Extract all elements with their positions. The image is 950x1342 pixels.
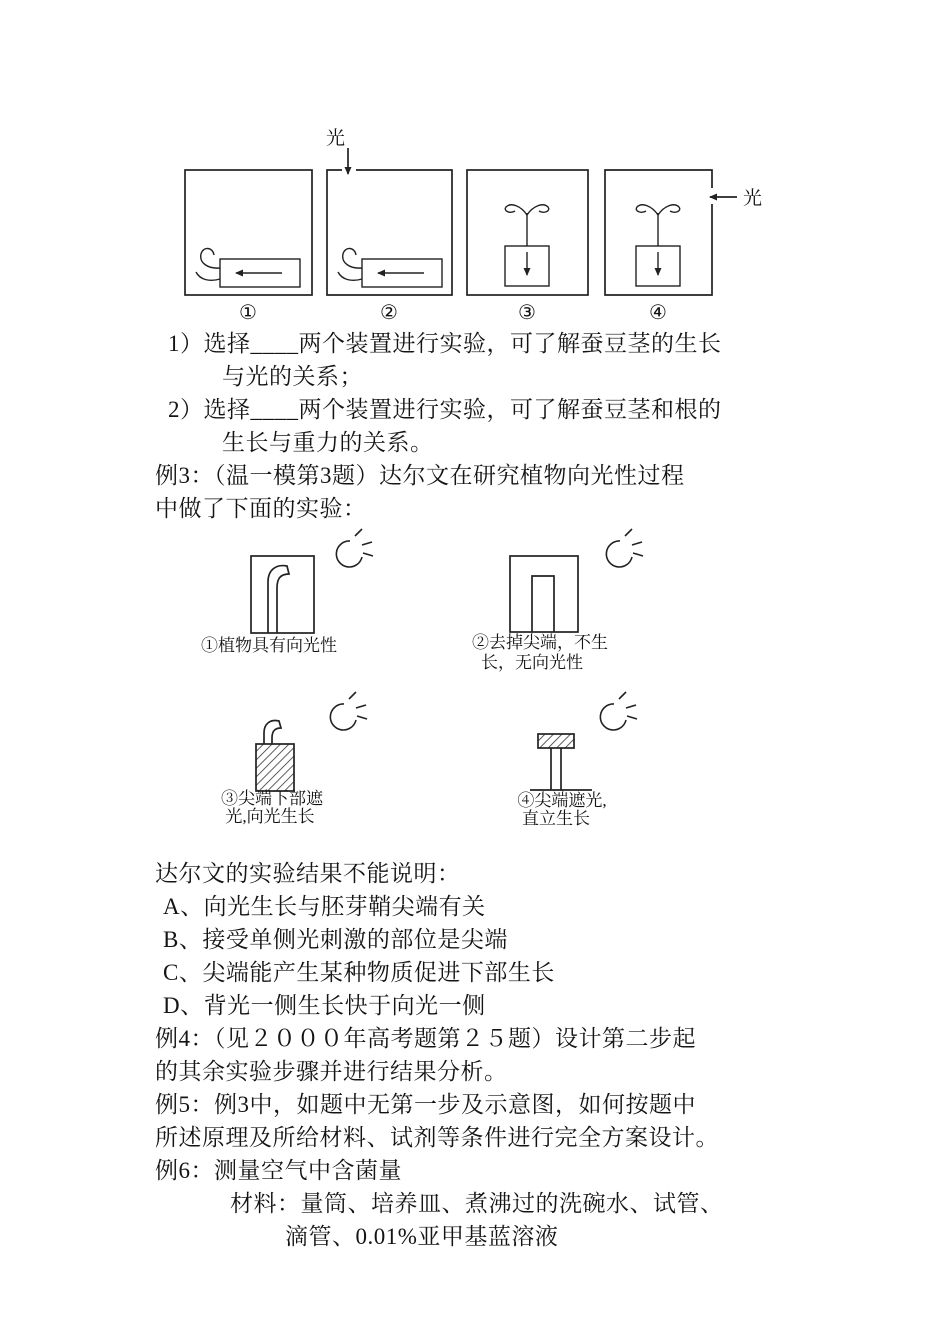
question-1-line-1: 1）选择____两个装置进行实验，可了解蚕豆茎的生长 <box>168 331 722 356</box>
sun-icon <box>606 529 643 567</box>
example-3-line-2: 中做了下面的实验： <box>155 496 367 521</box>
exp2-caption-line1: ②去掉尖端，不生 <box>472 633 608 652</box>
sun-icon <box>336 529 373 567</box>
potted-seedling <box>636 205 680 286</box>
exp1-caption: ①植物具有向光性 <box>201 636 337 655</box>
exp3-shade-cover <box>256 744 294 791</box>
example-4-line-1: 例4：（见２０００年高考题第２５题）设计第二步起 <box>155 1026 696 1051</box>
figure-darwin <box>190 520 660 845</box>
materials-line-2: 滴管、0.01%亚甲基蓝溶液 <box>285 1224 559 1249</box>
darwin-drawings <box>251 556 592 791</box>
box-1-outline <box>185 170 312 295</box>
example-6-title: 例6：测量空气中含菌量 <box>155 1158 402 1183</box>
germinating-seed-tray <box>196 248 300 287</box>
exp1-box-outline <box>251 556 314 633</box>
example-5-line-2: 所述原理及所给材料、试剂等条件进行完全方案设计。 <box>155 1125 719 1150</box>
box-2-outline <box>327 170 452 295</box>
example-4-line-2: 的其余实验步骤并进行结果分析。 <box>155 1059 508 1084</box>
option-a: A、向光生长与胚芽鞘尖端有关 <box>163 894 486 919</box>
question-2-line-2: 生长与重力的关系。 <box>222 430 434 455</box>
sun-icon <box>330 692 367 730</box>
sun-icon <box>600 692 637 730</box>
apparatus-drawings <box>185 148 737 295</box>
box-4-label: ④ <box>649 302 667 324</box>
example-5-line-1: 例5：例3中，如题中无第一步及示意图，如何按题中 <box>155 1092 696 1117</box>
option-b: B、接受单侧光刺激的部位是尖端 <box>163 927 508 952</box>
exp3-caption-line1: ③尖端下部遮 <box>221 789 323 808</box>
light-label-top: 光 <box>326 128 346 149</box>
exp1-bent-shoot <box>268 566 289 633</box>
exp3-caption-line2: 光,向光生长 <box>225 807 315 826</box>
box-2-label: ② <box>380 302 398 324</box>
exp2-caption-line2: 长，无向光性 <box>481 653 583 672</box>
exp2-cut-shoot <box>532 576 554 632</box>
question-stem: 达尔文的实验结果不能说明： <box>155 861 461 886</box>
germinating-seed-tray <box>338 248 442 287</box>
question-2-line-1: 2）选择____两个装置进行实验，可了解蚕豆茎和根的 <box>168 397 722 422</box>
example-3-line-1: 例3：（温一模第3题）达尔文在研究植物向光性过程 <box>155 463 685 488</box>
box-3-label: ③ <box>518 302 536 324</box>
exp4-caption-line1: ④尖端遮光, <box>517 791 607 810</box>
light-label-right: 光 <box>743 188 763 209</box>
exp2-box-outline <box>510 556 578 632</box>
option-d: D、背光一侧生长快于向光一侧 <box>163 993 486 1018</box>
exp4-caption-line2: 直立生长 <box>522 809 590 828</box>
question-1-line-2: 与光的关系； <box>222 364 363 389</box>
option-c: C、尖端能产生某种物质促进下部生长 <box>163 960 555 985</box>
box-1-label: ① <box>239 302 257 324</box>
potted-seedling <box>505 205 549 286</box>
exp4-shade-cap <box>538 734 574 748</box>
exp3-bent-tip <box>264 721 281 745</box>
materials-line-1: 材料：量筒、培养皿、煮沸过的洗碗水、试管、 <box>230 1191 724 1216</box>
figure-apparatus <box>130 118 790 328</box>
